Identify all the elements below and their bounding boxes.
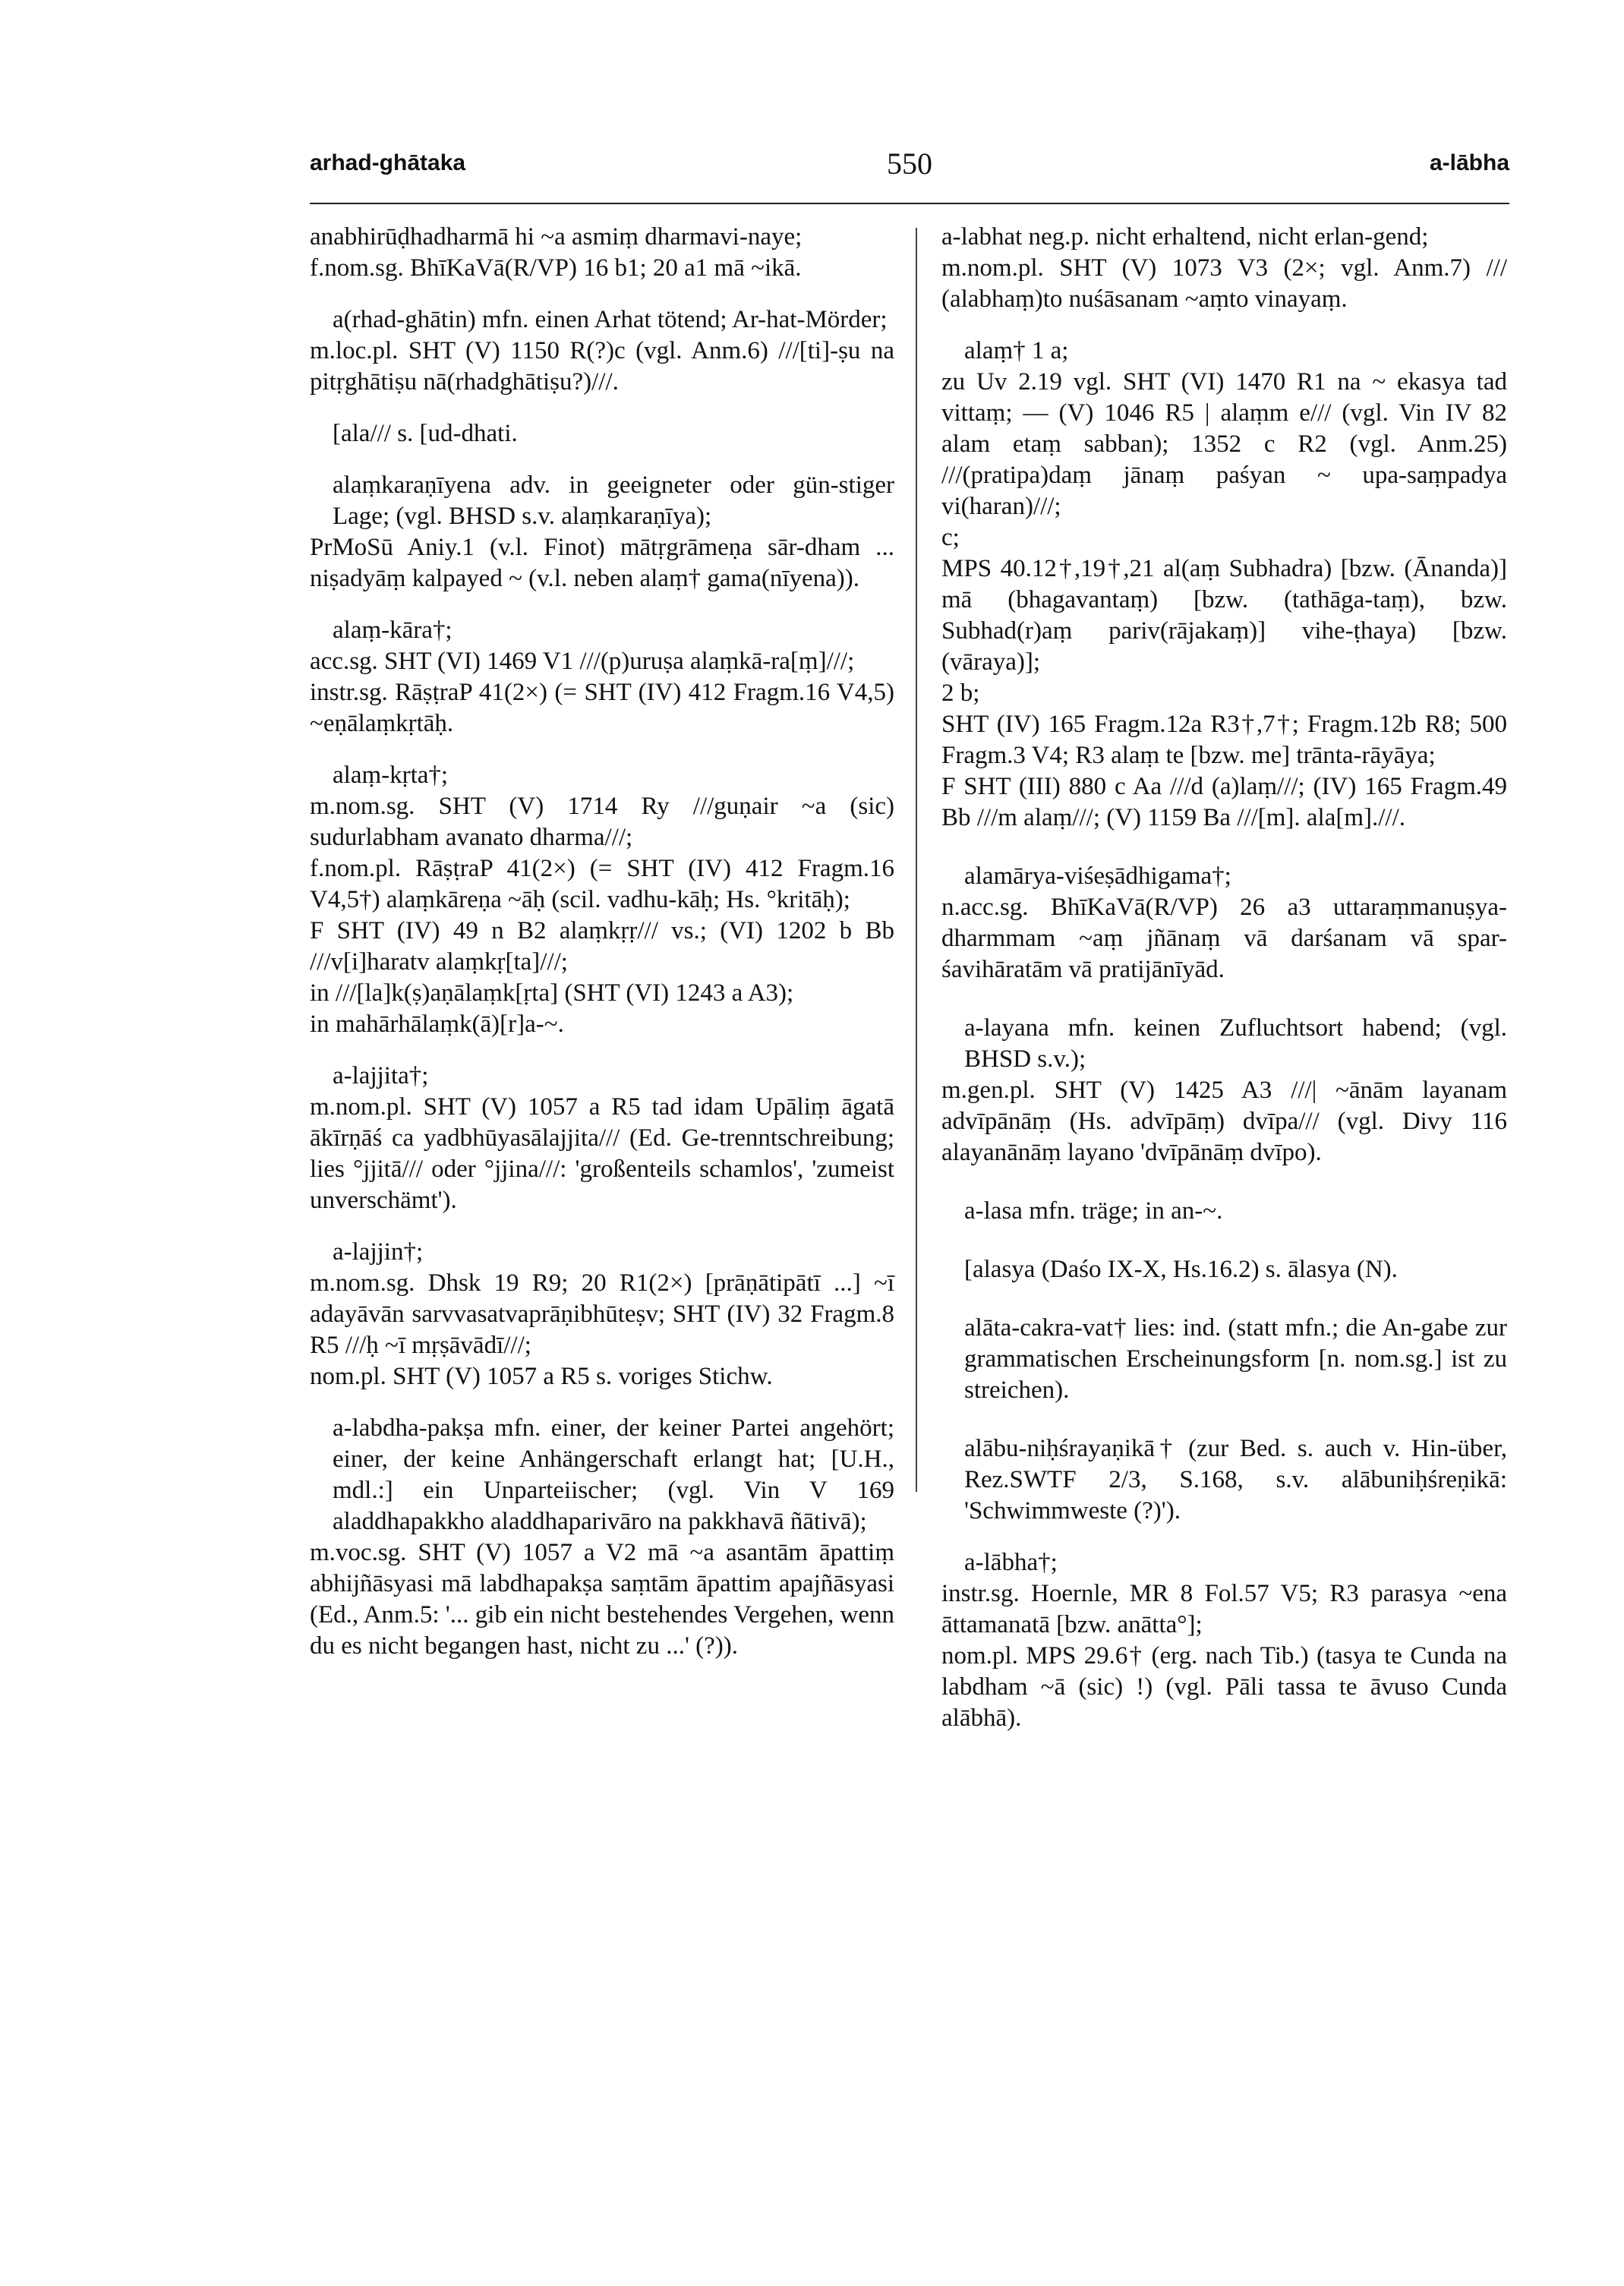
right-entry-line: 2 b;: [941, 679, 980, 707]
left-entry-line: m.loc.pl. SHT (V) 1150 R(?)c (vgl. Anm.6) ///[ti]-ṣu na pitṛghātiṣu nā(rhadghātiṣu?)///.: [310, 337, 894, 396]
right-entry-line: a-lasa mfn. träge; in an-~.: [964, 1197, 1223, 1225]
left-entry-line: f.nom.sg. BhīKaVā(R/VP) 16 b1; 20 a1 mā ~ikā.: [310, 254, 802, 282]
column-divider: [916, 228, 917, 1492]
left-entry-line: m.nom.sg. SHT (V) 1714 Ry ///guṇair ~a (sic) sudurlabham avanato dharma///;: [310, 793, 894, 851]
right-entry-line: a-lābha†;: [964, 1549, 1058, 1576]
left-entry-line: [ala/// s. [ud-dhati.: [333, 420, 518, 447]
running-header: [310, 147, 1509, 188]
right-entry-line: [alasya (Daśo IX-X, Hs.16.2) s. ālasya (N).: [964, 1256, 1398, 1283]
left-entry-line: acc.sg. SHT (VI) 1469 V1 ///(p)uruṣa alaṃkā-ra[ṃ]///;: [310, 648, 855, 675]
right-entry-line: nom.pl. MPS 29.6† (erg. nach Tib.) (tasya te Cunda na labdham ~ā (sic) !) (vgl. Pāli tassa te āvuso Cunda alābhā).: [941, 1642, 1507, 1732]
left-column: [310, 222, 894, 1662]
header-rule: [310, 203, 1509, 204]
right-entry-line: instr.sg. Hoernle, MR 8 Fol.57 V5; R3 parasya ~ena āttamanatā [bzw. anātta°];: [941, 1580, 1507, 1638]
header-right-keyword: a-lābha: [1429, 150, 1509, 175]
right-entry-line: a-labhat neg.p. nicht erhaltend, nicht erlan-gend;: [941, 223, 1429, 251]
right-entry-line: a-layana mfn. keinen Zufluchtsort habend; (vgl. BHSD s.v.);: [964, 1014, 1507, 1073]
left-entry-line: in mahārhālaṃk(ā)[r]a-~.: [310, 1011, 564, 1038]
right-entry-line: alaṃ† 1 a;: [964, 337, 1069, 364]
right-entry-line: zu Uv 2.19 vgl. SHT (VI) 1470 R1 na ~ ekasya tad vittaṃ; — (V) 1046 R5 | alaṃm e/// (vgl. Vin IV 82 alam etaṃ sabban); 1352 c R2 (vgl. Anm.25) ///(pratipa)daṃ jānaṃ paśyan ~ upa-saṃpadya vi(haran)///;: [941, 368, 1507, 520]
left-entry-line: m.nom.pl. SHT (V) 1057 a R5 tad idam Upāliṃ āgatā ākīrṇāś ca yadbhūyasālajjita/// (Ed. Ge-trenntschreibung; lies °jjitā/// oder °jjina///: 'großenteils schamlos', 'zumeist unverschämt').: [310, 1093, 894, 1214]
left-entry-line: a-lajjita†;: [333, 1062, 429, 1089]
right-entry-line: alābu-niḥśrayaṇikā† (zur Bed. s. auch v. Hin-über, Rez.SWTF 2/3, S.168, s.v. alābuniḥśreṇikā: 'Schwimmweste (?)').: [964, 1435, 1507, 1525]
left-entry-line: alaṃ-kṛta†;: [333, 761, 449, 789]
page-number: 550: [887, 147, 932, 181]
left-entry-line: a(rhad-ghātin) mfn. einen Arhat tötend; Ar-hat-Mörder;: [333, 306, 888, 333]
left-entry-line: alaṃkaraṇīyena adv. in geeigneter oder gün-stiger Lage; (vgl. BHSD s.v. alaṃkaraṇīya);: [333, 471, 894, 530]
left-entry-line: PrMoSū Aniy.1 (v.l. Finot) mātṛgrāmeṇa sār-dham ... niṣadyāṃ kalpayed ~ (v.l. neben alaṃ† gama(nīyena)).: [310, 534, 894, 592]
left-entry-line: alaṃ-kāra†;: [333, 616, 453, 644]
left-entry-line: a-lajjin†;: [333, 1238, 424, 1266]
left-entry-line: nom.pl. SHT (V) 1057 a R5 s. voriges Stichw.: [310, 1363, 773, 1390]
left-entry-line: in ///[la]k(ṣ)aṇālaṃk[ṛta] (SHT (VI) 1243 a A3);: [310, 979, 794, 1007]
left-entry-line: anabhirūḍhadharmā hi ~a asmiṃ dharmavi-naye;: [310, 223, 803, 251]
left-entry-line: m.nom.sg. Dhsk 19 R9; 20 R1(2×) [prāṇātipātī ...] ~ī adayāvān sarvvasatvaprāṇibhūteṣv; SHT (IV) 32 Fragm.8 R5 ///ḥ ~ī mṛṣāvādī///;: [310, 1269, 894, 1359]
left-entry-line: a-labdha-pakṣa mfn. einer, der keiner Partei angehört; einer, der keine Anhängerschaft erlangt hat; [U.H., mdl.:] ein Unparteiischer; (vgl. Vin V 169 aladdhapakkho aladdhaparivāro na pakkhavā ñātivā);: [333, 1414, 894, 1535]
right-entry-line: m.gen.pl. SHT (V) 1425 A3 ///| ~ānām layanam advīpānāṃ (Hs. advīpāṃ) dvīpa/// (vgl. Divy 116 alayanānāṃ layano 'dvīpānāṃ dvīpo).: [941, 1077, 1507, 1166]
left-entry-line: instr.sg. RāṣṭraP 41(2×) (= SHT (IV) 412 Fragm.16 V4,5) ~eṇālaṃkṛtāḥ.: [310, 679, 894, 737]
right-column: [941, 222, 1507, 1734]
header-left-keyword: arhad-ghātaka: [310, 150, 466, 175]
left-entry-line: f.nom.pl. RāṣṭraP 41(2×) (= SHT (IV) 412 Fragm.16 V4,5†) alaṃkāreṇa ~āḥ (scil. vadhu-kāḥ; Hs. °kritāḥ);: [310, 855, 894, 913]
right-entry-line: MPS 40.12†,19†,21 al(aṃ Subhadra) [bzw. (Ānanda)] mā (bhagavantaṃ) [bzw. (tathāga-taṃ), bzw. Subhad(r)aṃ pariv(rājakaṃ)] vihe-ṭhaya) [bzw. (vāraya)];: [941, 555, 1507, 676]
right-entry-line: alāta-cakra-vat† lies: ind. (statt mfn.; die An-gabe zur grammatischen Erscheinungsform [n. nom.sg.] ist zu streichen).: [964, 1314, 1507, 1404]
right-entry-line: n.acc.sg. BhīKaVā(R/VP) 26 a3 uttaraṃmanuṣya-dharmmam ~aṃ jñānaṃ vā darśanam vā spar-śavihāratām vā pratijānīyād.: [941, 894, 1507, 983]
right-entry-line: m.nom.pl. SHT (V) 1073 V3 (2×; vgl. Anm.7) /// (alabhaṃ)to nuśāsanam ~aṃto vinayaṃ.: [941, 254, 1507, 313]
right-entry-line: alamārya-viśeṣādhigama†;: [964, 862, 1231, 890]
left-entry-line: F SHT (IV) 49 n B2 alaṃkṛṛ/// vs.; (VI) 1202 b Bb ///v[i]haratv alaṃkṛ[ta]///;: [310, 917, 894, 976]
right-entry-line: SHT (IV) 165 Fragm.12a R3†,7†; Fragm.12b R8; 500 Fragm.3 V4; R3 alaṃ te [bzw. me] trānta-rāyāya;: [941, 711, 1507, 769]
left-entry-line: m.voc.sg. SHT (V) 1057 a V2 mā ~a asantām āpattiṃ abhijñāsyasi mā labdhapakṣa saṃtām āpattim apajñāsyasi (Ed., Anm.5: '... gib ein nicht bestehendes Vergehen, wenn du es nicht begangen hast, nicht zu ...' (?)).: [310, 1539, 894, 1660]
right-entry-line: F SHT (III) 880 c Aa ///d (a)laṃ///; (IV) 165 Fragm.49 Bb ///m alaṃ///; (V) 1159 Ba ///[m]. ala[m].///.: [941, 773, 1507, 831]
right-entry-line: c;: [941, 524, 960, 551]
